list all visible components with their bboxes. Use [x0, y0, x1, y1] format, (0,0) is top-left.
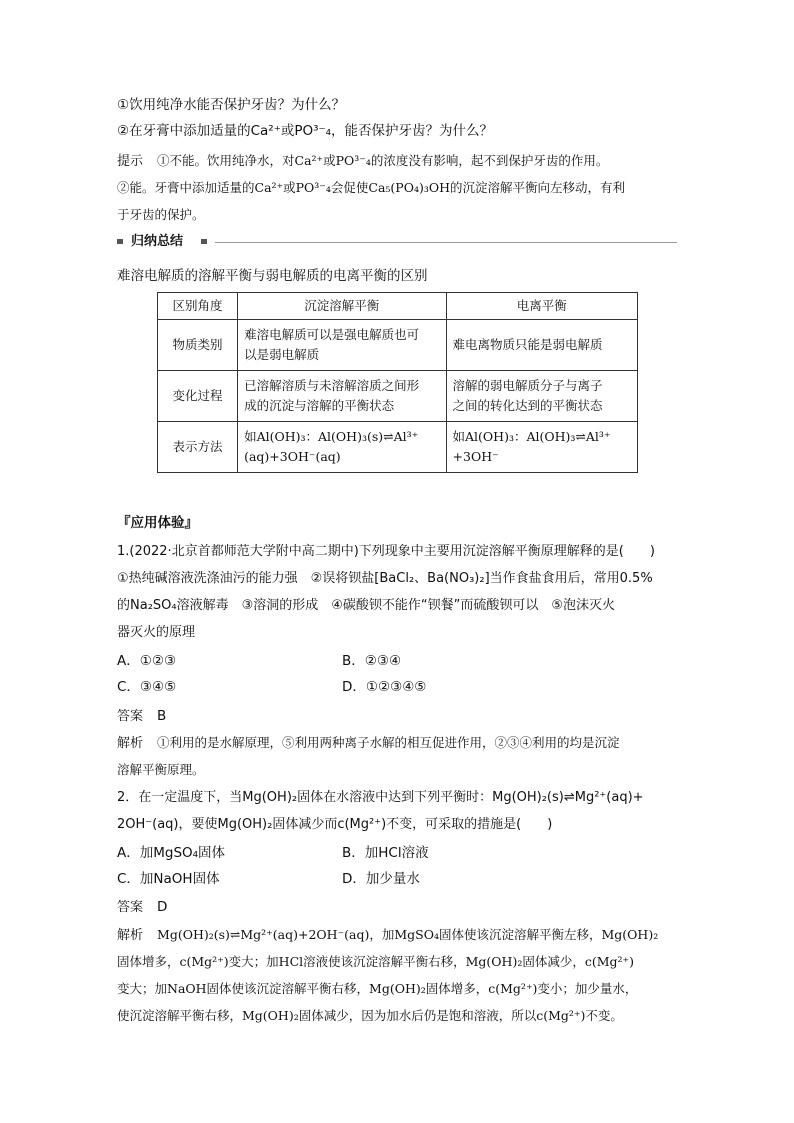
problem-1-line-4: 器灭火的原理	[117, 625, 196, 640]
hint-text-1: ①不能。饮用纯净水，对Ca²⁺或PO³⁻₄的浓度没有影响，起不到保护牙齿的作用。	[157, 153, 609, 168]
problem-2-option-c: C．加NaOH固体	[117, 871, 220, 887]
problem-2-analysis-2: 固体增多，c(Mg²⁺)变大；加HCl溶液使该沉淀溶解平衡右移，Mg(OH)₂固体减少，c(Mg²⁺)	[117, 954, 635, 969]
hint-line-2: ②能。牙膏中添加适量的Ca²⁺或PO³⁻₄会促使Ca₅(PO₄)₃OH的沉淀溶解平衡向左移动，有利	[117, 180, 626, 195]
table-cell-ion: 难电离物质只能是弱电解质	[446, 320, 637, 371]
table-cell-precip: 难溶电解质可以是强电解质也可 以是弱电解质	[238, 320, 446, 371]
question-2: ②在牙膏中添加适量的Ca²⁺或PO³⁻₄，能否保护牙齿？为什么？	[117, 123, 494, 139]
problem-2-analysis-1	[117, 925, 658, 946]
problem-2-option-b: B．加HCl溶液	[342, 845, 429, 861]
table-header-cell: 沉淀溶解平衡	[238, 293, 446, 320]
problem-1-stem: 1.(2022·北京首都师范大学附中高二期中)下列现象中主要用沉淀溶解平衡原理解释的是( )	[117, 544, 655, 559]
answer-label: 答案	[117, 900, 144, 915]
table-cell-ion: 如Al(OH)₃：Al(OH)₃⇌Al³⁺ +3OH⁻	[446, 422, 637, 473]
problem-2-line-1: 2．在一定温度下，当Mg(OH)₂固体在水溶液中达到下列平衡时：Mg(OH)₂(s)⇌Mg²⁺(aq)+	[117, 790, 644, 805]
answer-label: 答案	[117, 709, 144, 724]
comparison-table	[157, 292, 638, 473]
problem-1-analysis-2: 溶解平衡原理。	[117, 762, 205, 777]
analysis-label: 解析	[117, 736, 144, 751]
table-row	[158, 422, 638, 473]
summary-intro: 难溶电解质的溶解平衡与弱电解质的电离平衡的区别	[117, 268, 428, 284]
answer-value: D	[157, 899, 168, 915]
problem-1-option-b: B．②③④	[342, 653, 402, 669]
question-1: ①饮用纯净水能否保护牙齿？为什么？	[117, 97, 346, 113]
hint-line-1	[117, 151, 608, 172]
problem-2-line-2: 2OH⁻(aq)，要使Mg(OH)₂固体减少而c(Mg²⁺)不变，可采取的措施是( )	[117, 817, 553, 832]
analysis-label: 解析	[117, 928, 144, 943]
problem-2-answer	[117, 897, 167, 918]
problem-2-analysis-3: 变大；加NaOH固体使该沉淀溶解平衡右移，Mg(OH)₂固体增多，c(Mg²⁺)变小；加少量水，	[117, 981, 638, 996]
problem-2-option-d: D．加少量水	[342, 871, 420, 887]
table-cell-ion: 溶解的弱电解质分子与离子 之间的转化达到的平衡状态	[446, 371, 637, 422]
problem-1-option-d: D．①②③④⑤	[342, 679, 427, 695]
problem-1-answer	[117, 706, 166, 727]
hint-label: 提示	[117, 154, 144, 169]
practice-title: 『应用体验』	[117, 515, 198, 531]
problem-1-option-c: C．③④⑤	[117, 679, 177, 695]
problem-1-option-a: A．①②③	[117, 653, 177, 669]
bullet-square-icon	[201, 239, 207, 244]
table-row	[158, 371, 638, 422]
table-cell-aspect: 表示方法	[158, 422, 238, 473]
answer-value: B	[157, 708, 167, 724]
table-cell-precip: 已溶解溶质与未溶解溶质之间形 成的沉淀与溶解的平衡状态	[238, 371, 446, 422]
table-header-cell: 电离平衡	[446, 293, 637, 320]
table-cell-aspect: 物质类别	[158, 320, 238, 371]
problem-2-option-a: A．加MgSO₄固体	[117, 845, 226, 861]
section-divider	[215, 242, 677, 243]
hint-line-3: 于牙齿的保护。	[117, 207, 205, 222]
section-summary-header	[117, 232, 677, 252]
table-row	[158, 320, 638, 371]
problem-1-line-2: ①热纯碱溶液洗涤油污的能力强 ②误将钡盐[BaCl₂、Ba(NO₃)₂]当作食盐食用后，常用0.5%	[117, 571, 653, 586]
table-header-cell: 区别角度	[158, 293, 238, 320]
problem-2-analysis-4: 使沉淀溶解平衡右移，Mg(OH)₂固体减少，因为加水后仍是饱和溶液，所以c(Mg²⁺)不变。	[117, 1008, 623, 1023]
bullet-square-icon	[117, 239, 123, 244]
problem-1-line-3: 的Na₂SO₄溶液解毒 ③溶洞的形成 ④碳酸钡不能作“钡餐”而硫酸钡可以 ⑤泡沫灭火	[117, 598, 616, 613]
table-cell-aspect: 变化过程	[158, 371, 238, 422]
table-header-row	[158, 293, 638, 320]
section-title: 归纳总结	[131, 234, 184, 249]
analysis-text: ①利用的是水解原理，⑤利用两种离子水解的相互促进作用，②③④利用的均是沉淀	[157, 735, 620, 750]
table-cell-precip: 如Al(OH)₃：Al(OH)₃(s)⇌Al³⁺ (aq)+3OH⁻(aq)	[238, 422, 446, 473]
problem-1-analysis-1	[117, 733, 620, 754]
analysis-text: Mg(OH)₂(s)⇌Mg²⁺(aq)+2OH⁻(aq)，加MgSO₄固体使该沉淀溶解平衡左移，Mg(OH)₂	[157, 927, 659, 942]
